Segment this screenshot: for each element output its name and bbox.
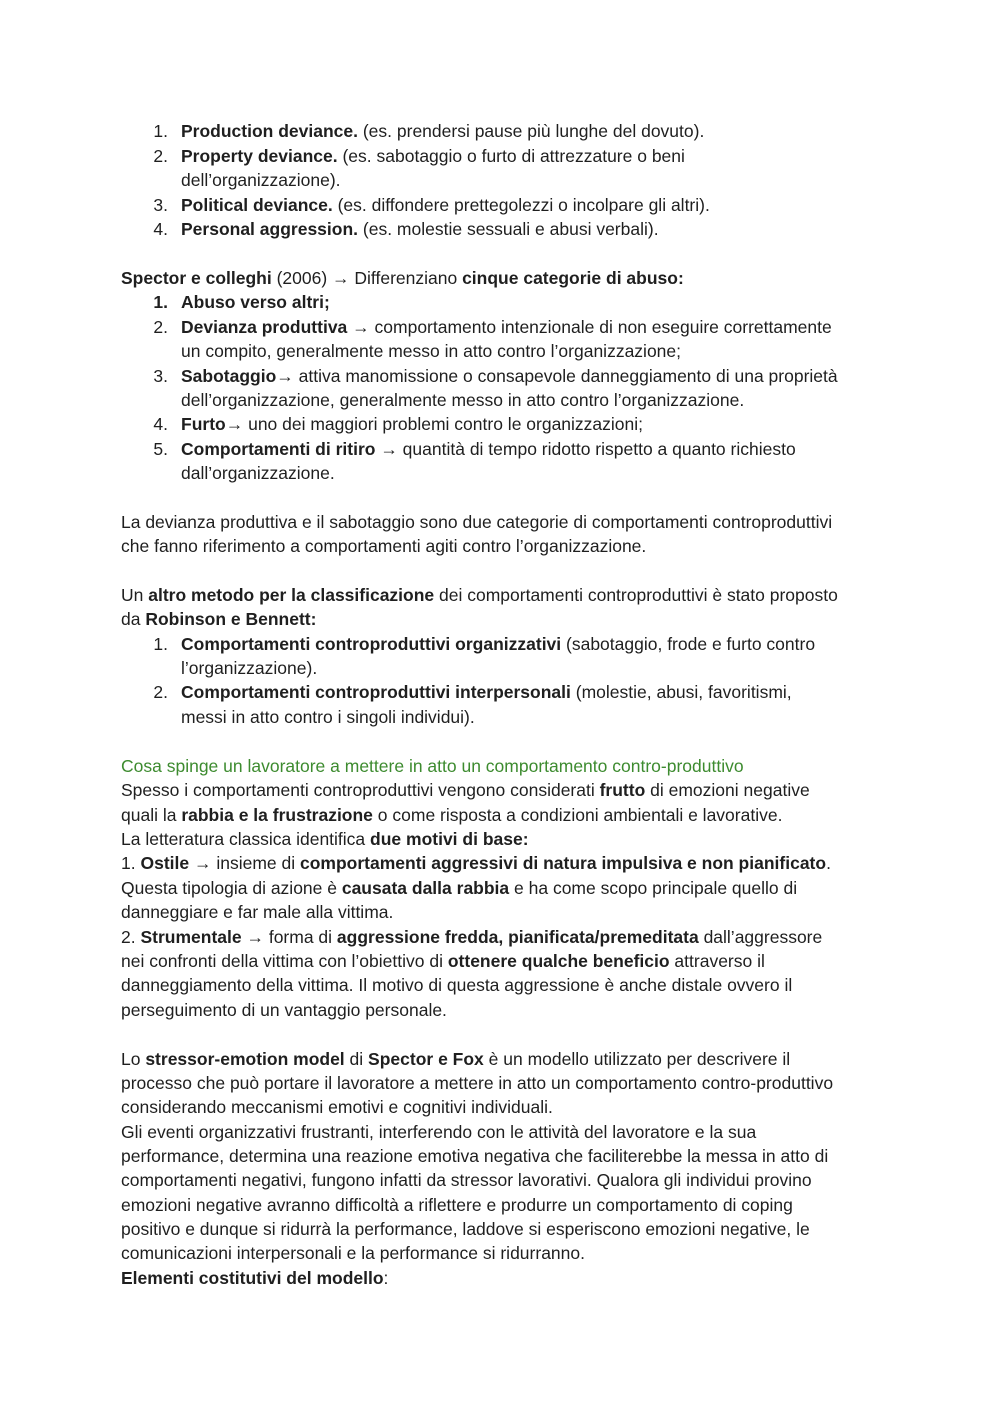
text-run: dell’organizzazione, generalmente messo in atto contro l’organizzazione. xyxy=(181,390,745,410)
list-item-text xyxy=(181,339,681,363)
list-number: 3. xyxy=(153,195,168,215)
text-run: considerando meccanismi emotivi e cognitivi individuali. xyxy=(121,1097,553,1117)
section-heading xyxy=(121,754,744,778)
paragraph-line xyxy=(121,778,810,802)
text-run: : xyxy=(383,1268,389,1288)
text-run: → quantità di tempo ridotto rispetto a quanto richiesto xyxy=(375,439,796,459)
text-run: dall’organizzazione. xyxy=(181,463,335,483)
bold-text: Personal aggression. xyxy=(181,219,359,239)
text-run: positivo e dunque si ridurrà la performance, laddove si esperiscono emozioni negative, le xyxy=(121,1219,810,1239)
text-run: (2006) → Differenziano xyxy=(271,268,463,288)
paragraph-line xyxy=(121,1241,585,1265)
paragraph-line xyxy=(121,949,765,973)
text-run: → attiva manomissione o consapevole danneggiamento di una proprietà xyxy=(276,366,838,386)
paragraph-line xyxy=(121,998,447,1022)
text-run: Un xyxy=(121,585,149,605)
text-run: performance, determina una reazione emotiva negativa che faciliterebbe la messa in atto di xyxy=(121,1146,829,1166)
bold-text: frutto xyxy=(599,780,646,800)
text-run: quali la xyxy=(121,805,182,825)
text-run: Questa tipologia di azione è xyxy=(121,878,342,898)
paragraph-line xyxy=(121,1144,828,1168)
bold-text: Sabotaggio xyxy=(181,366,277,386)
bold-text: rabbia e la frustrazione xyxy=(181,805,373,825)
list-item-text xyxy=(181,217,659,241)
text-run: attraverso il xyxy=(669,951,765,971)
list-item-text xyxy=(181,364,838,388)
list-number: 2. xyxy=(153,317,168,337)
paragraph-line xyxy=(121,266,684,290)
paragraph-line xyxy=(121,583,838,607)
text-run: → comportamento intenzionale di non eseguire correttamente xyxy=(347,317,832,337)
bold-text: comportamenti aggressivi di natura impulsiva e non pianificato xyxy=(299,853,827,873)
text-run: messi in atto contro i singoli individui). xyxy=(181,707,475,727)
text-run: (molestie, abusi, favoritismi, xyxy=(570,682,792,702)
paragraph-line xyxy=(121,1266,388,1290)
text-run: è un modello utilizzato per descrivere il xyxy=(483,1049,791,1069)
bold-text: cinque categorie di abuso: xyxy=(462,268,684,288)
list-item-text xyxy=(181,632,815,656)
paragraph-line xyxy=(121,900,393,924)
paragraph-line xyxy=(121,1071,833,1095)
text-run: o come risposta a condizioni ambientali e lavorative. xyxy=(372,805,783,825)
paragraph-line xyxy=(121,607,316,631)
text-run: → uno dei maggiori problemi contro le organizzazioni; xyxy=(225,414,644,434)
bold-text: Elementi costitutivi del modello xyxy=(121,1268,384,1288)
text-run: (es. diffondere prettegolezzi o incolpare gli altri). xyxy=(332,195,710,215)
list-item-text xyxy=(181,315,832,339)
bold-text: Robinson e Bennett: xyxy=(145,609,317,629)
text-run: che fanno riferimento a comportamenti agiti contro l’organizzazione. xyxy=(121,536,647,556)
text-run: → forma di xyxy=(241,927,337,947)
paragraph-line xyxy=(121,1047,790,1071)
paragraph-line xyxy=(121,534,646,558)
text-run: Cosa spinge un lavoratore a mettere in atto un comportamento contro-produttivo xyxy=(121,756,744,776)
text-run: (es. prendersi pause più lunghe del dovuto). xyxy=(357,121,705,141)
list-item-text xyxy=(181,412,643,436)
paragraph-line xyxy=(121,1168,812,1192)
text-run: La letteratura classica identifica xyxy=(121,829,371,849)
paragraph-line xyxy=(121,925,822,949)
bold-text: ottenere qualche beneficio xyxy=(447,951,670,971)
list-number: 5. xyxy=(153,439,168,459)
text-run: nei confronti della vittima con l’obiettivo di xyxy=(121,951,448,971)
text-run: processo che può portare il lavoratore a mettere in atto un comportamento contro-produttivo xyxy=(121,1073,834,1093)
list-number: 4. xyxy=(153,414,168,434)
text-run: l’organizzazione). xyxy=(181,658,318,678)
text-run: La devianza produttiva e il sabotaggio sono due categorie di comportamenti controproduttivi xyxy=(121,512,833,532)
list-item-text xyxy=(181,144,685,168)
bold-text: Spector e colleghi xyxy=(121,268,272,288)
text-run: 2. xyxy=(121,927,141,947)
bold-text: Ostile xyxy=(140,853,190,873)
text-run: 1. xyxy=(121,853,141,873)
paragraph-line xyxy=(121,973,792,997)
bold-text: Political deviance. xyxy=(181,195,333,215)
bold-text: Devianza produttiva xyxy=(181,317,348,337)
list-number: 1. xyxy=(153,634,168,654)
paragraph-line xyxy=(121,1217,810,1241)
text-run: da xyxy=(121,609,146,629)
bold-text: Comportamenti controproduttivi organizzativi xyxy=(181,634,562,654)
bold-text: Abuso verso altri; xyxy=(181,292,330,312)
paragraph-line xyxy=(121,827,529,851)
text-run: Spesso i comportamenti controproduttivi vengono considerati xyxy=(121,780,600,800)
list-item-text xyxy=(181,437,796,461)
text-run: perseguimento di un vantaggio personale. xyxy=(121,1000,447,1020)
text-run: di xyxy=(344,1049,369,1069)
text-run: Gli eventi organizzativi frustranti, interferendo con le attività del lavoratore e la sua xyxy=(121,1122,757,1142)
list-number: 2. xyxy=(153,146,168,166)
list-item-text xyxy=(181,119,704,143)
paragraph-line xyxy=(121,510,832,534)
bold-text: stressor-emotion model xyxy=(145,1049,345,1069)
paragraph-line xyxy=(121,876,797,900)
paragraph-line xyxy=(121,1120,756,1144)
list-number: 4. xyxy=(153,219,168,239)
list-item-text xyxy=(181,461,335,485)
text-run: Lo xyxy=(121,1049,146,1069)
bold-text: aggressione fredda, pianificata/premeditata xyxy=(336,927,699,947)
bold-text: Comportamenti controproduttivi interpersonali xyxy=(181,682,571,702)
text-run: (es. sabotaggio o furto di attrezzature o beni xyxy=(337,146,685,166)
list-item-text xyxy=(181,705,475,729)
list-item-text xyxy=(181,656,317,680)
text-run: (sabotaggio, frode e furto contro xyxy=(561,634,816,654)
text-run: → insieme di xyxy=(189,853,300,873)
list-number: 3. xyxy=(153,366,168,386)
paragraph-line xyxy=(121,1193,793,1217)
text-run: danneggiamento della vittima. Il motivo di questa aggressione è anche distale ovvero il xyxy=(121,975,793,995)
bold-text: Furto xyxy=(181,414,226,434)
list-number: 2. xyxy=(153,682,168,702)
paragraph-line xyxy=(121,851,831,875)
list-item-text xyxy=(181,168,341,192)
bold-text: Spector e Fox xyxy=(368,1049,484,1069)
bold-text: altro metodo per la classificazione xyxy=(148,585,435,605)
bold-text: Strumentale xyxy=(140,927,242,947)
text-run: . xyxy=(826,853,831,873)
paragraph-line xyxy=(121,803,782,827)
text-run: comportamenti negativi, fungono infatti da stressor lavorativi. Qualora gli individui provino xyxy=(121,1170,812,1190)
bold-text: causata dalla rabbia xyxy=(341,878,510,898)
text-run: comunicazioni interpersonali e la performance si ridurranno. xyxy=(121,1243,585,1263)
list-item-text xyxy=(181,680,792,704)
list-number: 1. xyxy=(153,121,168,141)
list-item-text xyxy=(181,388,744,412)
list-item-text xyxy=(181,193,710,217)
text-run: emozioni negative avranno difficoltà a riflettere e produrre un comportamento di coping xyxy=(121,1195,793,1215)
text-run: dall’aggressore xyxy=(698,927,823,947)
text-run: dell’organizzazione). xyxy=(181,170,341,190)
paragraph-line xyxy=(121,1095,553,1119)
list-number: 1. xyxy=(153,292,168,312)
bold-text: Property deviance. xyxy=(181,146,338,166)
text-run: (es. molestie sessuali e abusi verbali). xyxy=(358,219,659,239)
list-item-text xyxy=(181,290,330,314)
bold-text: due motivi di base: xyxy=(370,829,529,849)
bold-text: Production deviance. xyxy=(181,121,358,141)
text-run: di emozioni negative xyxy=(645,780,810,800)
text-run: danneggiare e far male alla vittima. xyxy=(121,902,394,922)
bold-text: Comportamenti di ritiro xyxy=(181,439,376,459)
text-run: un compito, generalmente messo in atto contro l’organizzazione; xyxy=(181,341,681,361)
text-run: e ha come scopo principale quello di xyxy=(509,878,798,898)
text-run: dei comportamenti controproduttivi è stato proposto xyxy=(434,585,838,605)
